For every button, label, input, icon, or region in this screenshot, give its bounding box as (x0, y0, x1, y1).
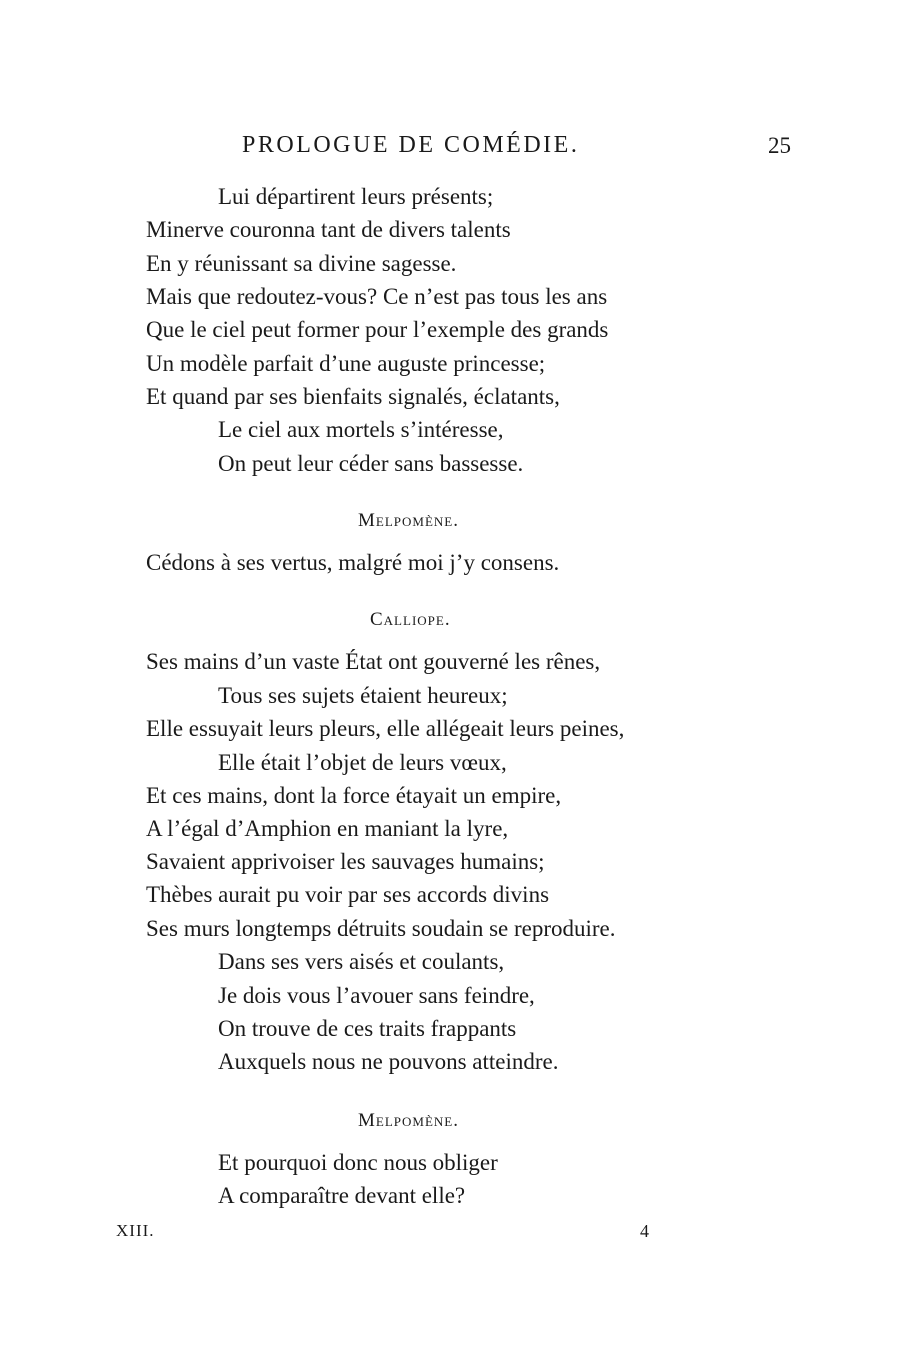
running-header: PROLOGUE DE COMÉDIE. (242, 132, 580, 158)
verse-line: Et pourquoi donc nous obliger (218, 1150, 498, 1175)
verse-line: Que le ciel peut former pour l’exemple des grands (146, 317, 609, 342)
signature-number: 4 (640, 1221, 649, 1241)
verse-line: A comparaître devant elle? (218, 1183, 466, 1208)
verse-line: A l’égal d’Amphion en maniant la lyre, (146, 816, 509, 841)
speaker-name: Calliope. (370, 609, 451, 630)
verse-line: Je dois vous l’avouer sans feindre, (218, 983, 535, 1008)
verse-line: Cédons à ses vertus, malgré moi j’y consens. (146, 550, 560, 575)
verse-line: Et quand par ses bienfaits signalés, éclatants, (146, 384, 560, 409)
verse-line: Un modèle parfait d’une auguste princesse; (146, 351, 546, 376)
verse-line: Auxquels nous ne pouvons atteindre. (218, 1049, 559, 1074)
verse-line: On peut leur céder sans bassesse. (218, 451, 524, 476)
verse-line: Minerve couronna tant de divers talents (146, 217, 511, 242)
speaker-name: Melpomène. (358, 510, 459, 531)
verse-line: On trouve de ces traits frappants (218, 1016, 517, 1041)
verse-line: Lui départirent leurs présents; (218, 184, 494, 209)
verse-line: En y réunissant sa divine sagesse. (146, 251, 457, 276)
verse-line: Elle essuyait leurs pleurs, elle allégeait leurs peines, (146, 716, 625, 741)
verse-line: Savaient apprivoiser les sauvages humains; (146, 849, 545, 874)
verse-line: Dans ses vers aisés et coulants, (218, 949, 505, 974)
signature-mark: XIII. (116, 1221, 155, 1240)
verse-line: Ses murs longtemps détruits soudain se reproduire. (146, 916, 616, 941)
verse-line: Thèbes aurait pu voir par ses accords divins (146, 882, 550, 907)
page-number: 25 (768, 133, 791, 158)
verse-line: Et ces mains, dont la force étayait un empire, (146, 783, 562, 808)
speaker-name: Melpomène. (358, 1110, 459, 1131)
verse-line: Mais que redoutez-vous? Ce n’est pas tous les ans (146, 284, 608, 309)
verse-line: Tous ses sujets étaient heureux; (218, 683, 508, 708)
verse-line: Ses mains d’un vaste État ont gouverné les rênes, (146, 649, 601, 674)
verse-line: Le ciel aux mortels s’intéresse, (218, 417, 504, 442)
verse-line: Elle était l’objet de leurs vœux, (218, 750, 507, 775)
